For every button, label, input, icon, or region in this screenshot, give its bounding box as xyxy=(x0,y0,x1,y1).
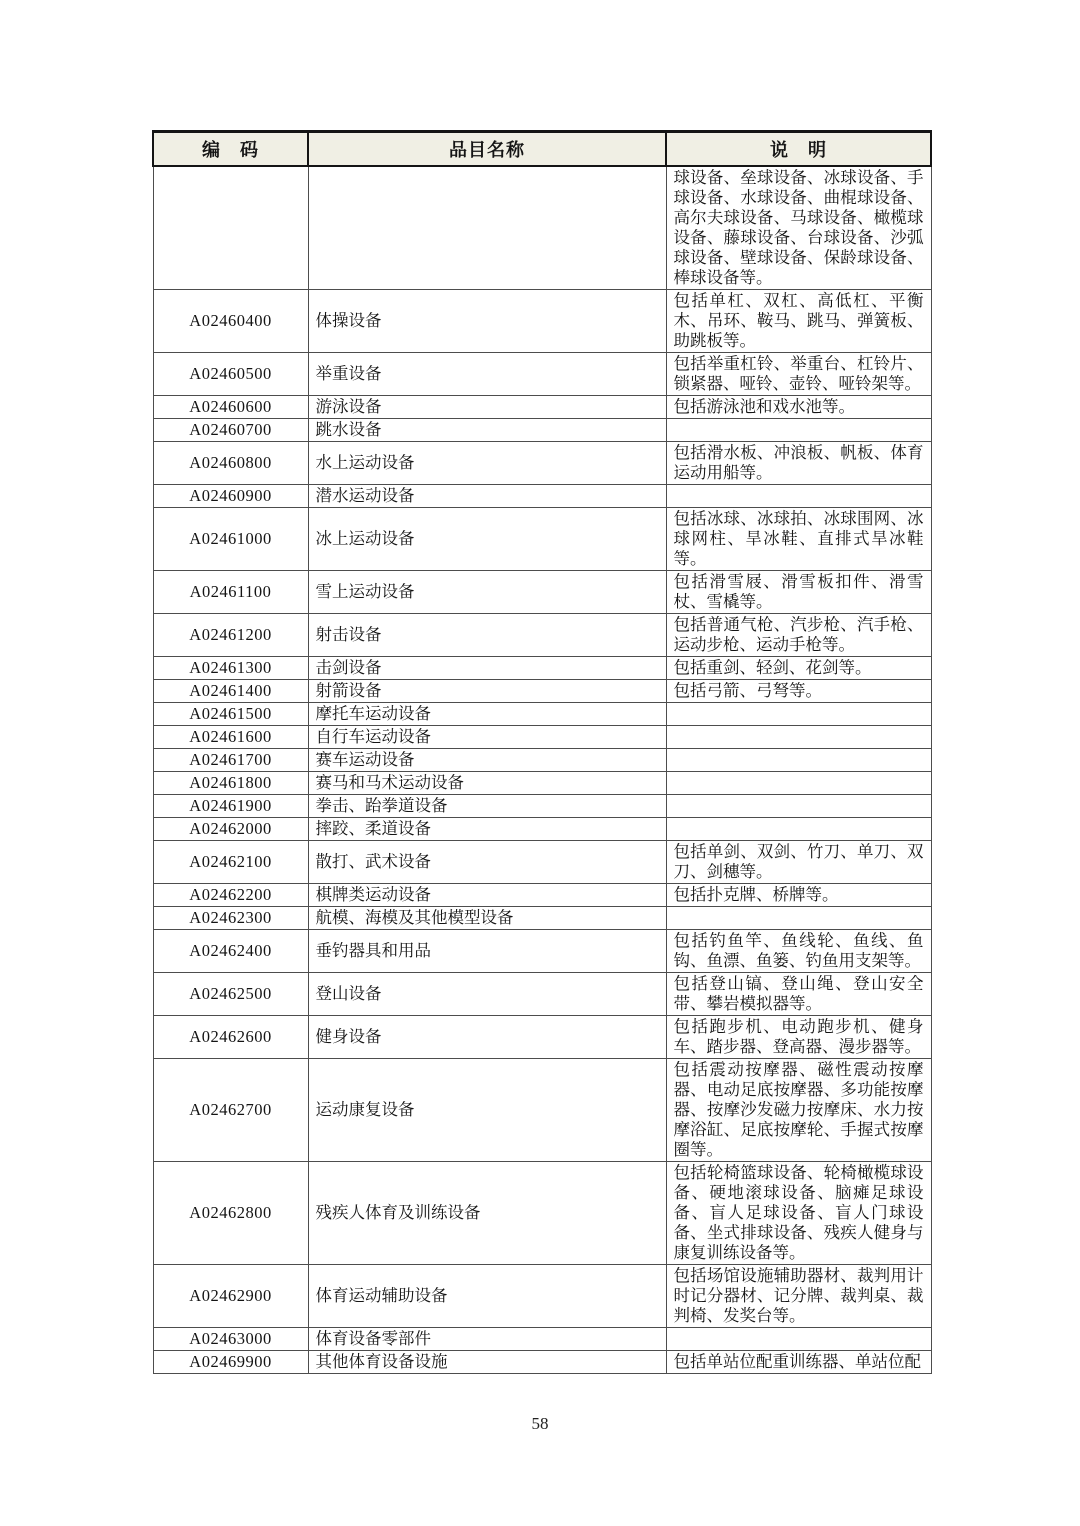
code-cell: A02461800 xyxy=(153,772,308,795)
table-row xyxy=(153,907,931,930)
item-name-cell: 体操设备 xyxy=(308,290,666,353)
description-cell: 包括弓箭、弓弩等。 xyxy=(666,680,931,703)
table-row xyxy=(153,818,931,841)
description-cell: 包括扑克牌、桥牌等。 xyxy=(666,884,931,907)
item-name-cell: 摔跤、柔道设备 xyxy=(308,818,666,841)
table-row xyxy=(153,614,931,657)
table-row xyxy=(153,1059,931,1162)
description-cell xyxy=(666,795,931,818)
item-name-cell: 运动康复设备 xyxy=(308,1059,666,1162)
description-cell: 包括单剑、双剑、竹刀、单刀、双刀、剑穗等。 xyxy=(666,841,931,884)
code-cell xyxy=(153,166,308,290)
item-name-cell: 拳击、跆拳道设备 xyxy=(308,795,666,818)
code-cell: A02461000 xyxy=(153,508,308,571)
table-row xyxy=(153,1328,931,1351)
description-cell xyxy=(666,749,931,772)
item-name-cell: 散打、武术设备 xyxy=(308,841,666,884)
description-cell: 包括跑步机、电动跑步机、健身车、踏步器、登高器、漫步器等。 xyxy=(666,1016,931,1059)
description-cell: 包括轮椅篮球设备、轮椅橄榄球设备、硬地滚球设备、脑瘫足球设备、盲人足球设备、盲人门球设备、坐式排球设备、残疾人健身与康复训练设备等。 xyxy=(666,1162,931,1265)
code-cell: A02461700 xyxy=(153,749,308,772)
code-cell: A02460700 xyxy=(153,419,308,442)
item-name-cell: 潜水运动设备 xyxy=(308,485,666,508)
item-name-cell: 登山设备 xyxy=(308,973,666,1016)
table-row xyxy=(153,485,931,508)
description-cell: 包括震动按摩器、磁性震动按摩器、电动足底按摩器、多功能按摩器、按摩沙发磁力按摩床、水力按摩浴缸、足底按摩轮、手握式按摩圈等。 xyxy=(666,1059,931,1162)
item-name-cell: 水上运动设备 xyxy=(308,442,666,485)
code-cell: A02462500 xyxy=(153,973,308,1016)
description-cell: 包括钓鱼竿、鱼线轮、鱼线、鱼钩、鱼漂、鱼篓、钓鱼用支架等。 xyxy=(666,930,931,973)
description-cell: 包括举重杠铃、举重台、杠铃片、锁紧器、哑铃、壶铃、哑铃架等。 xyxy=(666,353,931,396)
table-row xyxy=(153,973,931,1016)
description-cell xyxy=(666,818,931,841)
table-row xyxy=(153,442,931,485)
table-row xyxy=(153,1265,931,1328)
header-code: 编 码 xyxy=(153,132,308,167)
description-cell: 包括重剑、轻剑、花剑等。 xyxy=(666,657,931,680)
item-name-cell: 跳水设备 xyxy=(308,419,666,442)
code-cell: A02460800 xyxy=(153,442,308,485)
code-cell: A02462800 xyxy=(153,1162,308,1265)
code-cell: A02461500 xyxy=(153,703,308,726)
item-name-cell: 自行车运动设备 xyxy=(308,726,666,749)
description-cell: 包括单杠、双杠、高低杠、平衡木、吊环、鞍马、跳马、弹簧板、助跳板等。 xyxy=(666,290,931,353)
description-cell: 包括滑水板、冲浪板、帆板、体育运动用船等。 xyxy=(666,442,931,485)
table-row xyxy=(153,1016,931,1059)
page-number: 58 xyxy=(531,1414,549,1433)
item-name-cell: 射箭设备 xyxy=(308,680,666,703)
item-name-cell: 体育设备零部件 xyxy=(308,1328,666,1351)
description-cell: 球设备、垒球设备、冰球设备、手球设备、水球设备、曲棍球设备、高尔夫球设备、马球设备、橄榄球设备、藤球设备、台球设备、沙弧球设备、壁球设备、保龄球设备、棒球设备等。 xyxy=(666,166,931,290)
description-cell xyxy=(666,907,931,930)
description-cell xyxy=(666,1328,931,1351)
code-cell: A02461300 xyxy=(153,657,308,680)
code-cell: A02461600 xyxy=(153,726,308,749)
table-row xyxy=(153,726,931,749)
item-name-cell xyxy=(308,166,666,290)
item-name-cell: 垂钓器具和用品 xyxy=(308,930,666,973)
description-cell: 包括单站位配重训练器、单站位配 xyxy=(666,1351,931,1374)
description-cell xyxy=(666,419,931,442)
code-cell: A02462300 xyxy=(153,907,308,930)
code-cell: A02461200 xyxy=(153,614,308,657)
table-row xyxy=(153,1162,931,1265)
table-row xyxy=(153,290,931,353)
item-name-cell: 击剑设备 xyxy=(308,657,666,680)
description-cell: 包括登山镐、登山绳、登山安全带、攀岩模拟器等。 xyxy=(666,973,931,1016)
item-name-cell: 残疾人体育及训练设备 xyxy=(308,1162,666,1265)
code-cell: A02462700 xyxy=(153,1059,308,1162)
code-cell: A02461100 xyxy=(153,571,308,614)
item-name-cell: 摩托车运动设备 xyxy=(308,703,666,726)
item-name-cell: 棋牌类运动设备 xyxy=(308,884,666,907)
header-item-name: 品目名称 xyxy=(308,132,666,167)
description-cell: 包括滑雪屐、滑雪板扣件、滑雪杖、雪橇等。 xyxy=(666,571,931,614)
table-row xyxy=(153,657,931,680)
description-cell xyxy=(666,726,931,749)
description-cell xyxy=(666,703,931,726)
table-row xyxy=(153,353,931,396)
classification-table xyxy=(152,130,932,1374)
table-row xyxy=(153,749,931,772)
item-name-cell: 其他体育设备设施 xyxy=(308,1351,666,1374)
code-cell: A02463000 xyxy=(153,1328,308,1351)
item-name-cell: 健身设备 xyxy=(308,1016,666,1059)
description-cell: 包括冰球、冰球拍、冰球围网、冰球网柱、旱冰鞋、直排式旱冰鞋等。 xyxy=(666,508,931,571)
table-row xyxy=(153,884,931,907)
item-name-cell: 举重设备 xyxy=(308,353,666,396)
item-name-cell: 游泳设备 xyxy=(308,396,666,419)
description-cell xyxy=(666,485,931,508)
code-cell: A02460400 xyxy=(153,290,308,353)
description-cell: 包括普通气枪、汽步枪、汽手枪、运动步枪、运动手枪等。 xyxy=(666,614,931,657)
item-name-cell: 射击设备 xyxy=(308,614,666,657)
table-row xyxy=(153,508,931,571)
code-cell: A02462200 xyxy=(153,884,308,907)
item-name-cell: 雪上运动设备 xyxy=(308,571,666,614)
code-cell: A02460900 xyxy=(153,485,308,508)
table-row xyxy=(153,419,931,442)
description-cell xyxy=(666,772,931,795)
table-row xyxy=(153,571,931,614)
item-name-cell: 体育运动辅助设备 xyxy=(308,1265,666,1328)
table-row xyxy=(153,1351,931,1374)
code-cell: A02460600 xyxy=(153,396,308,419)
table-row xyxy=(153,166,931,290)
table-row xyxy=(153,396,931,419)
description-cell: 包括游泳池和戏水池等。 xyxy=(666,396,931,419)
item-name-cell: 冰上运动设备 xyxy=(308,508,666,571)
code-cell: A02462400 xyxy=(153,930,308,973)
item-name-cell: 赛车运动设备 xyxy=(308,749,666,772)
code-cell: A02462600 xyxy=(153,1016,308,1059)
table-row xyxy=(153,680,931,703)
item-name-cell: 赛马和马术运动设备 xyxy=(308,772,666,795)
code-cell: A02469900 xyxy=(153,1351,308,1374)
table-row xyxy=(153,703,931,726)
code-cell: A02461400 xyxy=(153,680,308,703)
table-header-row xyxy=(153,132,931,167)
table-row xyxy=(153,795,931,818)
header-description: 说 明 xyxy=(666,132,931,167)
code-cell: A02460500 xyxy=(153,353,308,396)
description-cell: 包括场馆设施辅助器材、裁判用计时记分器材、记分牌、裁判桌、裁判椅、发奖台等。 xyxy=(666,1265,931,1328)
code-cell: A02462100 xyxy=(153,841,308,884)
item-name-cell: 航模、海模及其他模型设备 xyxy=(308,907,666,930)
table-row xyxy=(153,930,931,973)
table-row xyxy=(153,772,931,795)
code-cell: A02462000 xyxy=(153,818,308,841)
code-cell: A02461900 xyxy=(153,795,308,818)
table-row xyxy=(153,841,931,884)
table-body xyxy=(153,166,931,1374)
code-cell: A02462900 xyxy=(153,1265,308,1328)
